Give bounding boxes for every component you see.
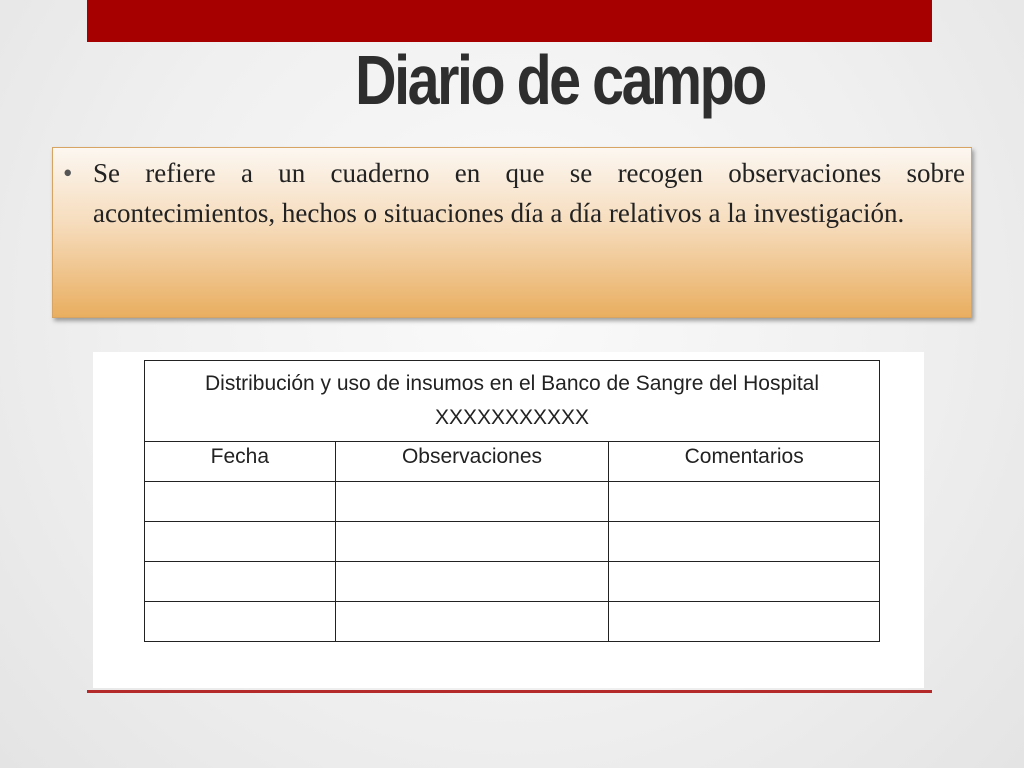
top-accent-bar <box>87 0 932 42</box>
table-row <box>145 522 880 562</box>
table-cell <box>145 482 336 522</box>
bullet-text: Se refiere a un cuaderno en que se recogen observaciones sobre acontecimientos, hechos o situaciones día a día relativos a la investigación. <box>93 158 965 228</box>
header-fecha: Fecha <box>145 442 336 482</box>
bottom-accent-line <box>87 690 932 693</box>
table-caption-line1: Distribución y uso de insumos en el Banco de Sangre del Hospital <box>204 372 819 395</box>
table-cell <box>335 562 609 602</box>
table-cell <box>335 602 609 642</box>
slide-title: Diario de campo <box>355 41 765 119</box>
table-cell <box>335 522 609 562</box>
table-cell <box>609 522 880 562</box>
table-cell <box>145 562 336 602</box>
table-row <box>145 482 880 522</box>
table-row <box>145 562 880 602</box>
table-cell <box>335 482 609 522</box>
table-header-row <box>145 442 880 482</box>
table-caption-line2: XXXXXXXXXXX <box>434 406 590 429</box>
field-diary-table <box>144 360 880 642</box>
definition-callout <box>52 147 972 318</box>
table-row <box>145 602 880 642</box>
table-cell <box>609 562 880 602</box>
table-cell <box>609 482 880 522</box>
table-cell <box>609 602 880 642</box>
header-comentarios: Comentarios <box>609 442 880 482</box>
table-cell <box>145 602 336 642</box>
bullet-marker: • <box>63 158 73 188</box>
header-observaciones: Observaciones <box>335 442 609 482</box>
bullet-item <box>63 153 965 233</box>
table-caption <box>145 361 880 442</box>
table-cell <box>145 522 336 562</box>
table-image-panel <box>93 352 924 688</box>
